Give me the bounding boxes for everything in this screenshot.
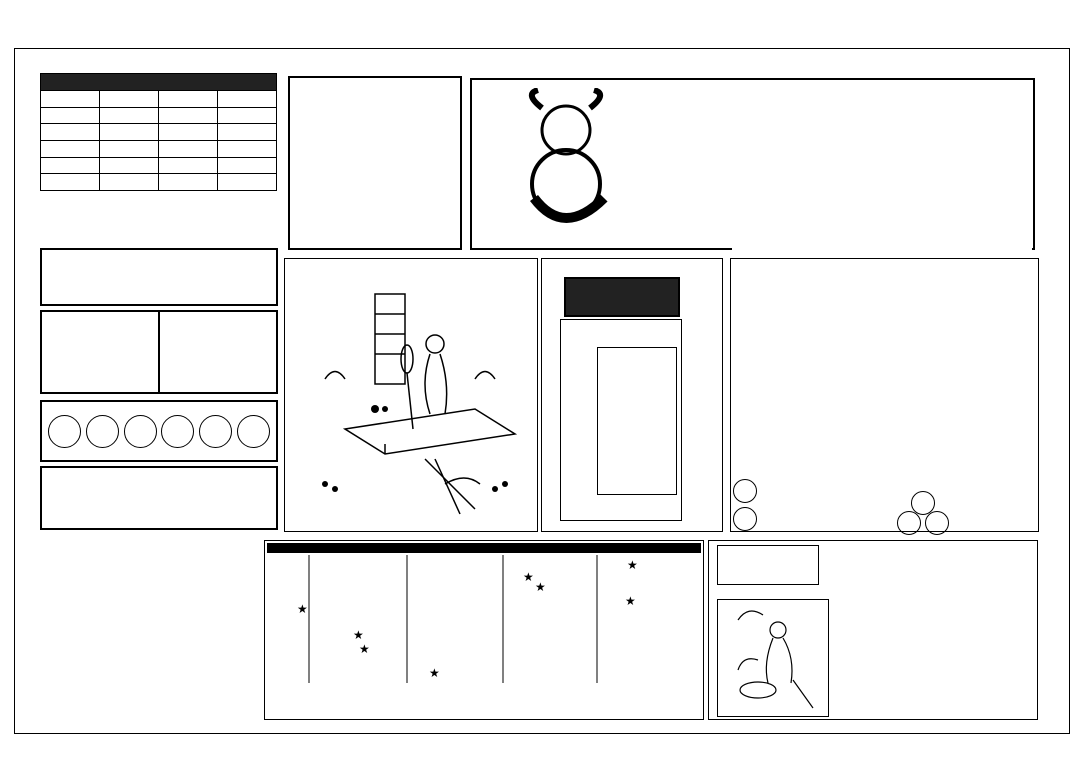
table-cell xyxy=(41,124,100,141)
number-ball xyxy=(925,511,949,535)
number-ball xyxy=(897,511,921,535)
parity-label xyxy=(160,312,276,392)
table-cell xyxy=(159,107,218,124)
table-cell xyxy=(100,140,159,157)
svg-text:★: ★ xyxy=(297,602,308,616)
blank-area xyxy=(732,100,1032,250)
gift-box xyxy=(40,466,278,530)
table-row xyxy=(41,107,277,124)
table-row xyxy=(41,140,277,157)
size-parity-box xyxy=(40,310,278,394)
svg-text:★: ★ xyxy=(625,594,636,608)
table-cell xyxy=(100,174,159,191)
treasure-title xyxy=(564,277,680,317)
cartoon-panel xyxy=(708,540,1038,720)
treasure-riddle xyxy=(597,347,677,495)
illustration-panel xyxy=(284,258,538,532)
table-cell xyxy=(41,157,100,174)
size-label xyxy=(42,312,160,392)
table-row xyxy=(41,157,277,174)
table-title xyxy=(41,74,277,91)
special-heading-box xyxy=(40,248,278,306)
number-ball xyxy=(48,415,81,448)
table-cell xyxy=(159,140,218,157)
table-cell xyxy=(41,140,100,157)
table-cell xyxy=(41,107,100,124)
numbers-box xyxy=(40,400,278,462)
table-header xyxy=(100,91,159,108)
lucky-ball-graphic xyxy=(514,88,624,238)
single-analysis-text xyxy=(896,305,1034,489)
analysis-panel xyxy=(730,258,1039,532)
table-cell xyxy=(100,124,159,141)
number-ball xyxy=(124,415,157,448)
book-sketch xyxy=(717,545,819,585)
table-row xyxy=(41,124,277,141)
table-cell xyxy=(218,157,277,174)
number-ball xyxy=(86,415,119,448)
table-cell xyxy=(100,107,159,124)
table-cell xyxy=(100,157,159,174)
table-cell xyxy=(218,174,277,191)
number-ball xyxy=(237,415,270,448)
logo-panel xyxy=(470,78,1035,250)
svg-text:★: ★ xyxy=(535,580,546,594)
svg-text:★: ★ xyxy=(359,642,370,656)
treasure-panel xyxy=(541,258,723,532)
svg-text:★: ★ xyxy=(627,558,638,572)
number-ball xyxy=(199,415,232,448)
grid-dots xyxy=(267,555,701,685)
table-row xyxy=(41,174,277,191)
svg-text:★: ★ xyxy=(429,666,440,680)
warrior-illustration xyxy=(285,259,537,531)
table-cell xyxy=(218,107,277,124)
table-cell xyxy=(159,174,218,191)
table-cell xyxy=(159,124,218,141)
gate-strength-table xyxy=(40,73,277,191)
number-ball xyxy=(733,507,757,531)
draw-history-grid xyxy=(264,540,704,720)
table-cell xyxy=(41,174,100,191)
table-header xyxy=(41,91,100,108)
cartoon-title xyxy=(717,585,817,599)
table-cell xyxy=(159,157,218,174)
cartoon-illustration xyxy=(718,600,826,714)
table-header xyxy=(218,91,277,108)
number-ball xyxy=(161,415,194,448)
grid-header xyxy=(267,543,701,553)
table-cell xyxy=(218,140,277,157)
svg-text:★: ★ xyxy=(523,570,534,584)
cartoon-frame xyxy=(717,599,829,717)
table-header xyxy=(159,91,218,108)
number-ball xyxy=(733,479,757,503)
table-cell xyxy=(218,124,277,141)
small-analysis-text xyxy=(739,305,879,489)
svg-text:★: ★ xyxy=(353,628,364,642)
tips-box xyxy=(288,76,462,250)
